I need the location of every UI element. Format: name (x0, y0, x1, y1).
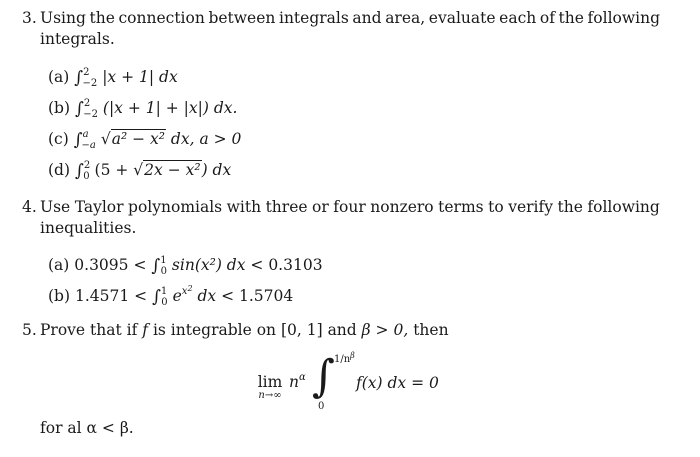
problem-4a-integrand: sin(x²) dx (171, 256, 246, 274)
problem-3-word: following (587, 9, 660, 27)
problem-3b: (b) ∫$^2_{-2}$ (|x + 1| + |x|) dx. (48, 98, 238, 120)
problem-3d-label: (d) (48, 161, 71, 179)
integral-upper-limit: $1/n^\beta$ (334, 351, 355, 365)
problem-4-word: terms (438, 198, 484, 216)
limit-power: $n^\alpha$ (289, 372, 306, 391)
problem-4b-left: 1.4571 < (74, 287, 148, 305)
problem-3c-radicand: a² − x² (111, 130, 165, 148)
problem-5-footer: for al α < β. (40, 419, 134, 437)
problem-3d-radicand: 2x − x² (144, 161, 201, 179)
problem-3-word: connection (118, 9, 205, 27)
problem-3-word: Using (40, 9, 86, 27)
problem-4b-right: < 1.5704 (221, 287, 294, 305)
problem-4a: (a) 0.3095 < ∫$^1_0$ sin(x²) dx < 0.3103 (48, 255, 323, 277)
problem-3d: (d) ∫$^2_0$ (5 + √2x − x²) dx (48, 160, 232, 182)
problem-4-word: polynomials (128, 198, 223, 216)
exp-exponent: x2 (181, 284, 193, 297)
problem-3c-label: (c) (48, 130, 69, 148)
integral-sign-large: ∫ (312, 351, 335, 402)
problem-4b-integrand: dx (197, 287, 217, 305)
problem-4b: (b) 1.4571 < ∫$^1_0$ $e^{x^2}$ dx < 1.5704 (48, 284, 294, 308)
problem-3c: (c) ∫$^a_{-a}$ √a² − x² dx, a > 0 (48, 129, 242, 151)
problem-3d-post: ) dx (201, 161, 232, 179)
problem-4-word: the (557, 198, 583, 216)
problem-3-word: evaluate (428, 9, 496, 27)
problem-4-statement-line1 (40, 197, 660, 217)
problem-4-word: or (312, 198, 329, 216)
problem-4a-left: 0.3095 < (74, 256, 147, 274)
integral-sign: ∫ (73, 130, 83, 150)
integral-sign: ∫ (74, 68, 84, 88)
problem-3a: (a) ∫$^2_{-2}$ |x + 1| dx (48, 67, 178, 89)
problem-5-statement: Prove that if f is integrable on [0, 1] and β > 0, then (40, 321, 449, 339)
problem-4-word: verify (508, 198, 553, 216)
problem-3-word: and (352, 9, 382, 27)
limit-operator: lim n→∞ (257, 373, 283, 402)
sqrt-sign: √ (100, 130, 111, 148)
problem-3-word: each (499, 9, 537, 27)
problem-4-word: nonzero (370, 198, 434, 216)
problem-3-word: the (89, 9, 115, 27)
problem-4a-right: < 0.3103 (250, 256, 323, 274)
integral-sign: ∫ (151, 256, 161, 276)
problem-4b-label: (b) (48, 287, 71, 305)
problem-4-word: following (587, 198, 660, 216)
problem-3-word: area, (385, 9, 426, 27)
problem-3-word: of (539, 9, 555, 27)
integral-sign: ∫ (152, 287, 161, 307)
limit-integrand: f(x) dx = 0 (356, 374, 439, 392)
problem-4-word: Use (40, 198, 71, 216)
problem-4-word: four (333, 198, 366, 216)
problem-3-word: the (558, 9, 584, 27)
problem-3-number: 3. (22, 9, 37, 27)
problem-3-statement-line1 (40, 8, 660, 28)
problem-4-number: 4. (22, 198, 37, 216)
problem-4-word: with (226, 198, 262, 216)
sqrt-sign: √ (133, 161, 144, 179)
problem-4-word: Taylor (74, 198, 124, 216)
problem-4-word: three (265, 198, 308, 216)
problem-3-statement-line2: integrals. (40, 30, 115, 48)
problem-3-word: integrals (278, 9, 349, 27)
problem-3a-label: (a) (48, 68, 70, 86)
integral-lower-limit: 0 (318, 401, 325, 412)
problem-3b-integrand: (|x + 1| + |x|) dx. (102, 99, 238, 117)
problem-3a-integrand: |x + 1| dx (102, 68, 178, 86)
problem-4-word: to (488, 198, 504, 216)
integral-sign: ∫ (74, 99, 84, 119)
problem-4a-label: (a) (48, 256, 70, 274)
integral-sign: ∫ (74, 161, 84, 181)
problem-3-word: between (208, 9, 276, 27)
problem-3d-pre: (5 + (94, 161, 129, 179)
problem-5-number: 5. (22, 321, 37, 339)
problem-3c-rest: dx, a > 0 (170, 130, 242, 148)
problem-3b-label: (b) (48, 99, 71, 117)
exp-base: e (172, 287, 182, 305)
problem-4-statement-line2: inequalities. (40, 219, 137, 237)
